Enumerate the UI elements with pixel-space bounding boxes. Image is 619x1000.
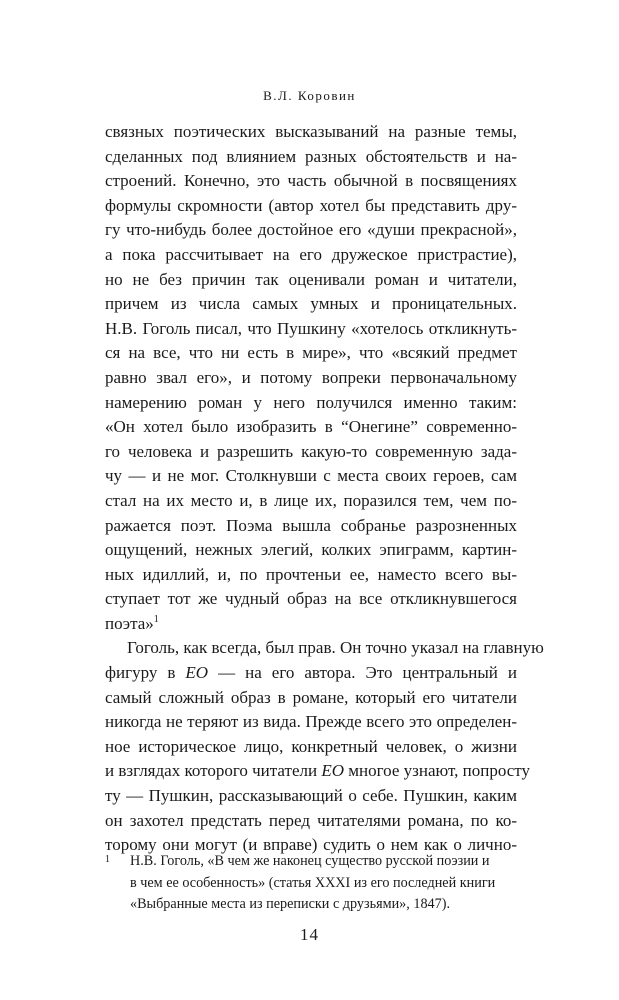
text-line: Н.В. Гоголь писал, что Пушкину «хотелось откликнуть- [105, 318, 517, 338]
running-head: В.Л. Коровин [263, 88, 356, 103]
footnote-line: «Выбранные места из переписки с друзьями», 1847). [130, 896, 451, 912]
text-line: причем из числа самых умных и проницательных. [105, 294, 517, 314]
text-line: стал на их место и, в лице их, поразился тем, чем по- [105, 490, 517, 510]
text-line: никогда не теряют из вида. Прежде всего это определен- [105, 712, 517, 732]
text-line: чу — и не мог. Столкнувши с места своих героев, сам [105, 466, 517, 486]
footnote-body [130, 851, 517, 916]
text-line: намерению роман у него получился именно таким: [105, 392, 517, 412]
text-line-content: поэта» [105, 613, 154, 633]
text-line: самый сложный образ в романе, который его читатели [105, 687, 517, 707]
text-line: равно звал его», и потому вопреки первоначальному [105, 367, 517, 387]
text-line [105, 612, 517, 637]
footnote-line: в чем ее особенность» (статья XXXI из его последней книги [130, 874, 496, 891]
text-line: и взглядах которого читатели ЕО многое узнают, попросту [105, 761, 531, 781]
title-abbreviation: ЕО [185, 663, 209, 683]
text-line: строений. Конечно, это часть обычной в посвящениях [105, 171, 517, 191]
page-number: 14 [300, 925, 319, 944]
text-line: а пока рассчитывает на его дружеское пристрастие), [105, 244, 517, 264]
text-line: ступает тот же чудный образ на все откликнувшегося [105, 589, 517, 609]
text-line: он захотел предстать перед читателями романа, по ко- [105, 810, 517, 830]
footnote-line: Н.В. Гоголь, «В чем же наконец существо русской поэзии и [130, 853, 490, 869]
text-line: сделанных под влиянием разных обстоятельств и на- [105, 146, 517, 166]
text-line: ощущений, нежных элегий, колких эпиграмм, картин- [105, 540, 517, 560]
text-line: ся на все, что ни есть в мире», что «всякий предмет [105, 343, 517, 363]
footnote-marker: 1 [105, 854, 110, 865]
text-line: Гоголь, как всегда, был прав. Он точно указал на главную [127, 638, 544, 658]
text-line: ное историческое лицо, конкретный человек, о жизни [105, 736, 517, 756]
text-line: ражается поэт. Поэма вышла собранье разрозненных [105, 515, 517, 535]
text-line: ту — Пушкин, рассказывающий о себе. Пушкин, каким [105, 786, 517, 806]
text-line: гу что-нибудь более достойное его «души прекрасной», [105, 220, 517, 240]
text-line: торому они могут (и вправе) судить о нем как о лично- [105, 835, 517, 855]
text-line: но не без причин так оценивали роман и читатели, [105, 269, 517, 289]
text-line: «Он хотел было изобразить в “Онегине” современно- [105, 417, 517, 437]
text-line: го человека и разрешить какую-то современную зада- [105, 441, 517, 461]
text-line: ных идиллий, и, по прочтеньи ее, наместо всего вы- [105, 564, 517, 584]
title-abbreviation: ЕО [321, 761, 344, 781]
text-line: формулы скромности (автор хотел бы представить дру- [105, 195, 517, 215]
text-line: фигуру в ЕО — на его автора. Это центральный и [105, 663, 518, 683]
body-text [105, 120, 544, 858]
text-line: связных поэтических высказываний на разные темы, [105, 122, 517, 141]
footnote-ref[interactable]: 1 [153, 613, 159, 625]
footnote [105, 851, 517, 916]
